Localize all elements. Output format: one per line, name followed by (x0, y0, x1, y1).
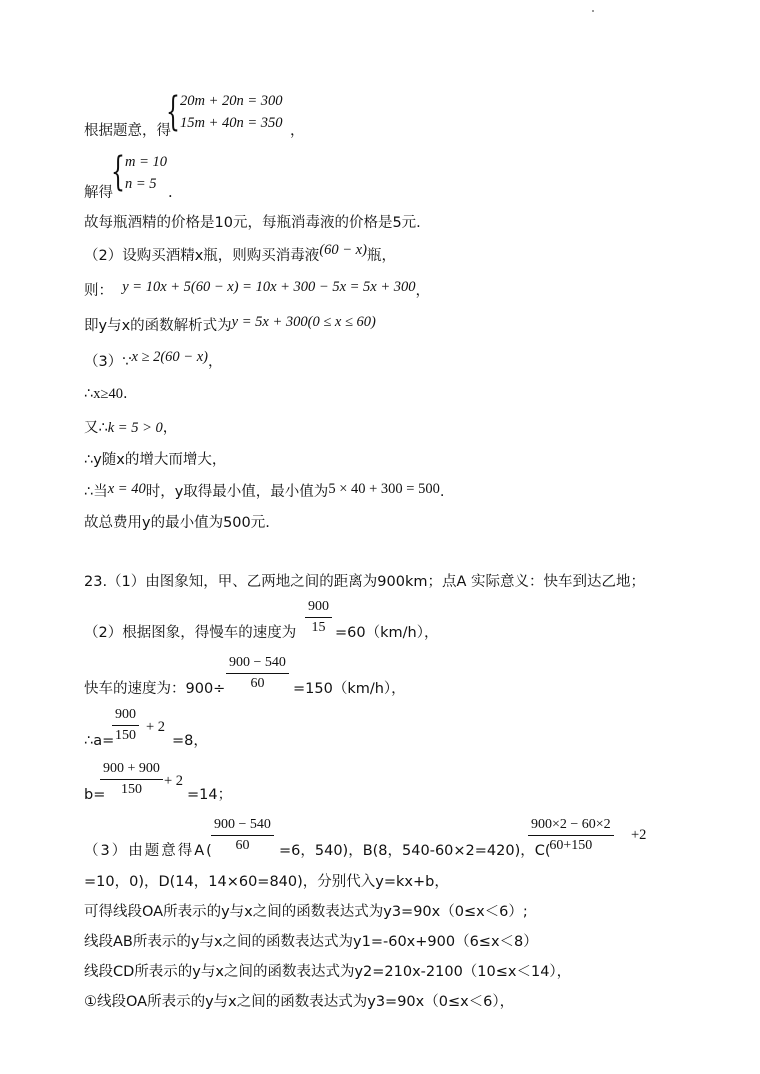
increase-line: ∴y随x的增大而增大， (84, 452, 227, 468)
also-line: 又∴k = 5 > 0， (84, 420, 178, 436)
system1-eq2: 15m + 40n = 350 (180, 115, 283, 131)
q23-part2-b: =60（km/h）， (335, 625, 439, 641)
therefore-line: ∴x≥40. (84, 386, 128, 402)
q3-a: （3）由题意得A( (84, 843, 214, 859)
fast-fraction: 900 − 540 60 (226, 655, 289, 692)
a-a: ∴a= (84, 733, 115, 749)
system2-brace: { (111, 149, 125, 195)
q23-part2-a: （2）根据图象，得慢车的速度为 (84, 625, 297, 641)
q3-c: =10，0)，D(14，14×60=840)，分别代入y=kx+b， (84, 874, 449, 890)
b-plus: + 2 (164, 773, 184, 789)
q2-math: (60 − x) (319, 242, 367, 258)
fast-a: 快车的速度为：900÷ (84, 681, 226, 697)
system2-suffix: . (168, 185, 173, 201)
a-b: =8， (172, 733, 208, 749)
slow-speed-fraction: 900 15 (305, 599, 332, 636)
func-math: y = 5x + 300(0 ≤ x ≤ 60) (231, 314, 376, 330)
therefore-math: x≥40 (93, 386, 123, 402)
corner-dot (592, 10, 594, 12)
system2-prefix: 解得 (84, 185, 113, 201)
price-line: 故每瓶酒精的价格是10元，每瓶消毒液的价格是5元. (84, 215, 421, 231)
system1-suffix: ， (290, 123, 305, 139)
q3-line: （3）∵x ≥ 2(60 − x)， (84, 349, 223, 370)
fast-b: =150（km/h）， (293, 681, 406, 697)
q3-plus: +2 (631, 827, 647, 843)
when-line: ∴当x = 40时，y取得最小值，最小值为5 × 40 + 300 = 500. (84, 481, 445, 500)
q3-fraction1: 900 − 540 60 (211, 817, 274, 854)
q3-fraction2: 900×2 − 60×2 60+150 (528, 817, 614, 854)
q3-b: =6，540)，B(8，540-60×2=420)，C( (279, 843, 551, 859)
b-fraction: 900 + 900 150 (100, 761, 163, 798)
q23-part1: 23.（1）由图象知，甲、乙两地之间的距离为900km；点A 实际意义：快车到达乙地； (84, 574, 646, 590)
system2 (125, 151, 167, 195)
system1 (180, 90, 283, 134)
when-math2: 5 × 40 + 300 = 500 (328, 481, 440, 497)
system2-eq1: m = 10 (125, 154, 168, 170)
system2-eq2: n = 5 (125, 176, 157, 192)
system1-prefix: 根据题意，得 (84, 123, 171, 139)
q2-line: （2）设购买酒精x瓶，则购买消毒液(60 − x)瓶， (84, 242, 396, 264)
min-line: 故总费用y的最小值为500元. (84, 515, 270, 531)
a-plus: + 2 (146, 719, 166, 735)
cd-line: 线段CD所表示的y与x之间的函数表达式为y2=210x-2100（10≤x＜14）， (84, 964, 572, 980)
oa-line: 可得线段OA所表示的y与x之间的函数表达式为y3=90x（0≤x＜6）; (84, 904, 528, 920)
q3-math: x ≥ 2(60 − x) (131, 349, 208, 365)
when-math: x = 40 (107, 481, 146, 497)
ab-line: 线段AB所表示的y与x之间的函数表达式为y1=-60x+900（6≤x＜8） (84, 934, 538, 950)
then-line: 则： y = 10x + 5(60 − x) = 10x + 300 − 5x = 5x + 300， (84, 279, 431, 299)
b-b: =14； (187, 787, 233, 803)
system1-brace: { (166, 89, 180, 135)
func-line: 即y与x的函数解析式为y = 5x + 300(0 ≤ x ≤ 60) (84, 314, 376, 334)
system1-eq1: 20m + 20n = 300 (180, 93, 283, 109)
oa-line-2: ①线段OA所表示的y与x之间的函数表达式为y3=90x（0≤x＜6）， (84, 994, 515, 1010)
b-a: b= (84, 787, 106, 803)
also-math: k = 5 > 0 (107, 420, 163, 436)
a-fraction: 900 150 (112, 707, 139, 744)
then-math: y = 10x + 5(60 − x) = 10x + 300 − 5x = 5x + 300 (122, 279, 416, 295)
